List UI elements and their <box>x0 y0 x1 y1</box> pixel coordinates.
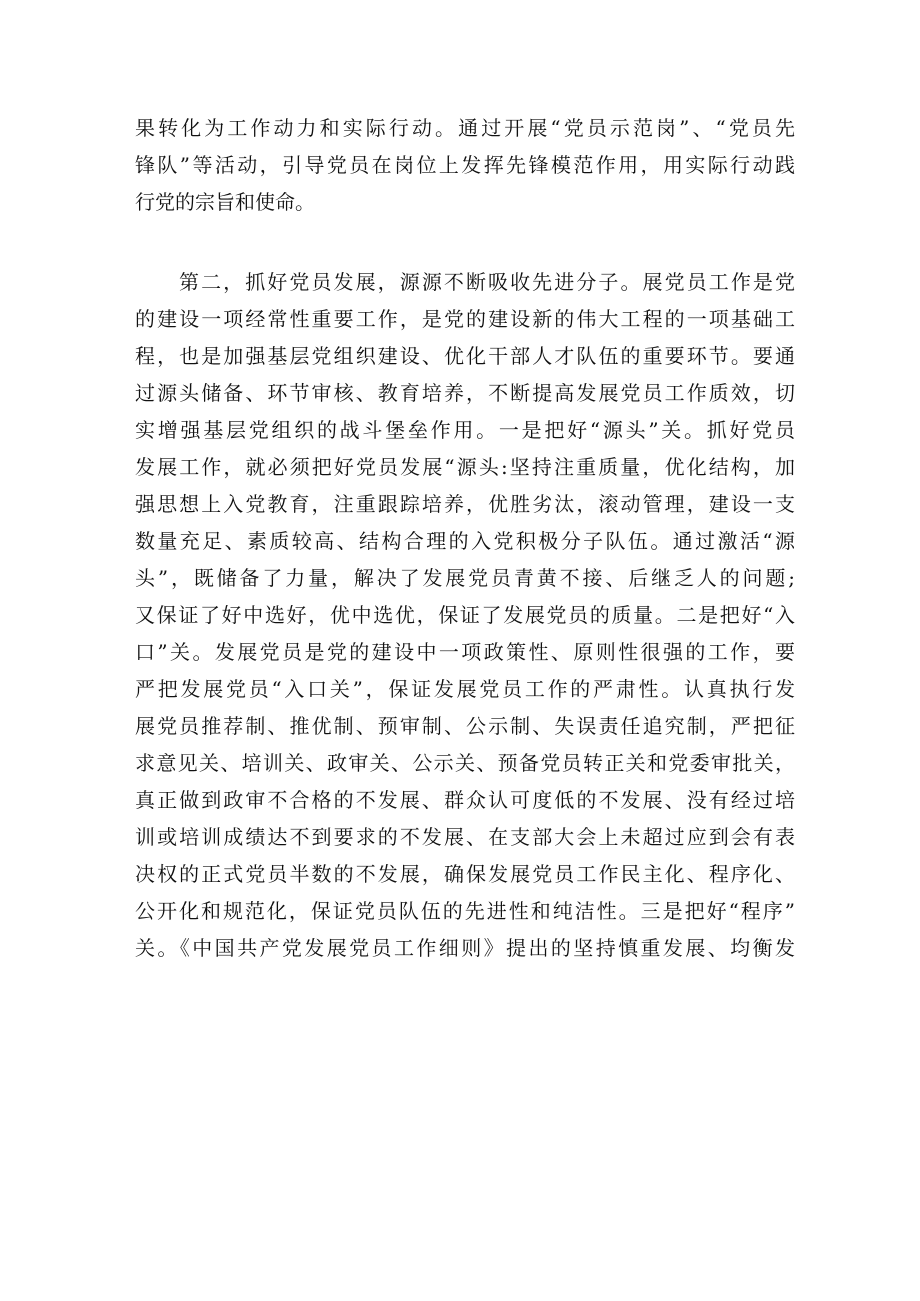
text-line: 数量充足、素质较高、结构合理的入党积极分子队伍。通过激活“源 <box>135 529 795 553</box>
text-line: 程，也是加强基层党组织建设、优化干部人才队伍的重要环节。要通 <box>135 344 795 368</box>
text-line: 果转化为工作动力和实际行动。通过开展“党员示范岗”、“党员先 <box>135 116 795 140</box>
text-line: 口”关。发展党员是党的建设中一项政策性、原则性很强的工作，要 <box>135 640 795 664</box>
text-line: 决权的正式党员半数的不发展，确保发展党员工作民主化、程序化、 <box>135 862 795 886</box>
text-line: 锋队”等活动，引导党员在岗位上发挥先锋模范作用，用实际行动践 <box>135 153 795 177</box>
text-line: 强思想上入党教育，注重跟踪培养，优胜劣汰，滚动管理，建设一支 <box>135 492 795 516</box>
text-line: 真正做到政审不合格的不发展、群众认可度低的不发展、没有经过培 <box>135 788 795 812</box>
text-line: 求意见关、培训关、政审关、公示关、预备党员转正关和党委审批关， <box>135 751 795 775</box>
text-line: 又保证了好中选好，优中选优，保证了发展党员的质量。二是把好“入 <box>135 603 795 627</box>
text-line: 严把发展党员“入口关”，保证发展党员工作的严肃性。认真执行发 <box>135 677 795 701</box>
text-line: 头”，既储备了力量，解决了发展党员青黄不接、后继乏人的问题; <box>135 566 795 590</box>
text-line: 发展工作，就必须把好党员发展“源头:坚持注重质量，优化结构，加 <box>135 455 795 479</box>
paragraph-2 <box>135 264 795 967</box>
text-line: 展党员推荐制、推优制、预审制、公示制、失误责任追究制，严把征 <box>135 714 795 738</box>
text-line: 的建设一项经常性重要工作，是党的建设新的伟大工程的一项基础工 <box>135 307 795 331</box>
text-line: 第二，抓好党员发展，源源不断吸收先进分子。展党员工作是党 <box>179 270 795 294</box>
text-line: 公开化和规范化，保证党员队伍的先进性和纯洁性。三是把好“程序” <box>135 899 795 923</box>
paragraph-1 <box>135 110 795 221</box>
text-line: 实增强基层党组织的战斗堡垒作用。一是把好“源头”关。抓好党员 <box>135 418 795 442</box>
text-line: 训或培训成绩达不到要求的不发展、在支部大会上未超过应到会有表 <box>135 825 795 849</box>
text-line: 关。《中国共产党发展党员工作细则》提出的坚持慎重发展、均衡发 <box>135 936 795 960</box>
text-line: 行党的宗旨和使命。 <box>135 190 315 214</box>
text-line: 过源头储备、环节审核、教育培养，不断提高发展党员工作质效，切 <box>135 381 795 405</box>
